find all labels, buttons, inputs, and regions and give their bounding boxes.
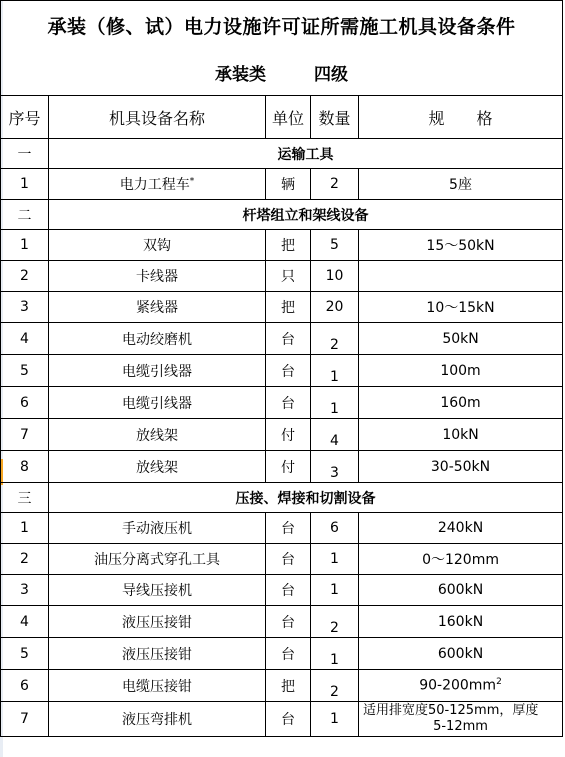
row-unit[interactable]: 辆 [266,169,311,200]
row-name[interactable]: 电缆引线器 [49,387,266,419]
row-name[interactable]: 电动绞磨机 [49,323,266,355]
row-qty[interactable]: 3 [311,451,359,483]
row-spec[interactable]: 100m [359,355,563,387]
table-row [1,670,563,702]
row-unit[interactable]: 只 [266,261,311,292]
row-spec[interactable]: 10kN [359,419,563,451]
row-name[interactable]: 卡线器 [49,261,266,292]
row-unit[interactable]: 台 [266,323,311,355]
row-no[interactable]: 4 [1,323,49,355]
row-unit[interactable]: 把 [266,292,311,323]
row-unit[interactable]: 台 [266,387,311,419]
table-row [1,606,563,638]
row-spec[interactable] [359,670,563,702]
table-row [1,702,563,737]
table-row [1,419,563,451]
header-no[interactable]: 序号 [1,96,49,139]
row-qty[interactable]: 1 [311,638,359,670]
row-no[interactable]: 8 [1,451,49,483]
row-unit[interactable]: 台 [266,544,311,575]
row-no[interactable]: 3 [1,292,49,323]
license-category: 承装类 [215,65,267,85]
table-row [1,544,563,575]
section-row [1,139,563,169]
row-name[interactable]: 导线压接机 [49,575,266,606]
row-unit[interactable]: 台 [266,638,311,670]
row-qty[interactable]: 4 [311,419,359,451]
row-name[interactable] [49,169,266,200]
row-qty[interactable]: 20 [311,292,359,323]
section-title[interactable]: 杆塔组立和架线设备 [49,200,563,230]
section-no[interactable]: 三 [1,483,49,513]
table-row [1,513,563,544]
row-unit[interactable]: 台 [266,606,311,638]
row-no[interactable]: 3 [1,575,49,606]
table-row [1,169,563,200]
row-qty[interactable]: 2 [311,670,359,702]
row-qty[interactable]: 1 [311,702,359,737]
row-no[interactable]: 7 [1,702,49,737]
header-spec[interactable]: 规 格 [359,96,563,139]
row-unit[interactable]: 台 [266,513,311,544]
row-qty[interactable]: 10 [311,261,359,292]
row-spec[interactable] [359,261,563,292]
row-spec[interactable]: 5座 [359,169,563,200]
row-spec[interactable]: 0～120mm [359,544,563,575]
row-unit[interactable]: 台 [266,355,311,387]
row-spec[interactable]: 10～15kN [359,292,563,323]
row-qty[interactable]: 6 [311,513,359,544]
row-spec[interactable]: 50kN [359,323,563,355]
row-no[interactable]: 1 [1,169,49,200]
table-row [1,387,563,419]
row-qty[interactable]: 1 [311,387,359,419]
row-spec[interactable]: 600kN [359,575,563,606]
header-name[interactable]: 机具设备名称 [49,96,266,139]
row-name[interactable]: 液压弯排机 [49,702,266,737]
row-name[interactable]: 手动液压机 [49,513,266,544]
row-no[interactable]: 1 [1,513,49,544]
row-name-text: 电力工程车 [119,177,190,193]
table-row [1,638,563,670]
header-qty[interactable]: 数量 [311,96,359,139]
table-row [1,230,563,261]
document-title[interactable]: 承装（修、试）电力设施许可证所需施工机具设备条件 [1,1,563,51]
row-name[interactable]: 液压压接钳 [49,606,266,638]
row-name[interactable]: 放线架 [49,451,266,483]
row-unit[interactable]: 台 [266,575,311,606]
table-row [1,261,563,292]
row-no[interactable]: 5 [1,355,49,387]
row-spec[interactable] [359,702,563,737]
row-no[interactable]: 5 [1,638,49,670]
row-unit[interactable]: 台 [266,702,311,737]
header-row [1,96,563,139]
row-no[interactable]: 6 [1,387,49,419]
row-name[interactable]: 放线架 [49,419,266,451]
row-no[interactable]: 1 [1,230,49,261]
row-spec[interactable]: 600kN [359,638,563,670]
row-qty[interactable]: 2 [311,169,359,200]
row-no[interactable]: 6 [1,670,49,702]
row-name[interactable]: 电缆压接钳 [49,670,266,702]
row-unit[interactable]: 把 [266,230,311,261]
header-unit[interactable]: 单位 [266,96,311,139]
section-no[interactable]: 一 [1,139,49,169]
license-level: 四级 [314,65,349,85]
row-unit[interactable]: 付 [266,419,311,451]
unit-superscript: 2 [496,677,502,688]
row-qty[interactable]: 5 [311,230,359,261]
row-unit[interactable]: 付 [266,451,311,483]
row-no[interactable]: 2 [1,261,49,292]
table-row [1,292,563,323]
row-spec[interactable]: 30-50kN [359,451,563,483]
row-name[interactable]: 油压分离式穿孔工具 [49,544,266,575]
row-name[interactable]: 双钩 [49,230,266,261]
row-spec[interactable]: 15～50kN [359,230,563,261]
row-spec[interactable]: 160m [359,387,563,419]
row-unit[interactable]: 把 [266,670,311,702]
row-spec[interactable]: 240kN [359,513,563,544]
subtitle-row [1,50,563,96]
spec-line-1: 适用排宽度50-125mm，厚度 [363,703,539,718]
row-qty[interactable]: 1 [311,575,359,606]
row-qty[interactable]: 2 [311,606,359,638]
table-row [1,575,563,606]
row-spec[interactable]: 160kN [359,606,563,638]
row-name[interactable]: 电缆引线器 [49,355,266,387]
title-row [1,1,563,51]
table-row [1,323,563,355]
spec-line-2: 5-12mm [433,719,488,734]
row-qty[interactable]: 1 [311,355,359,387]
section-no[interactable]: 二 [1,200,49,230]
spec-text: 90-200mm [419,677,497,694]
table-row [1,451,563,483]
section-row [1,200,563,230]
subtitle-cell[interactable] [1,50,563,96]
row-no[interactable]: 4 [1,606,49,638]
row-no[interactable]: 2 [1,544,49,575]
section-title[interactable]: 运输工具 [49,139,563,169]
row-name[interactable]: 紧线器 [49,292,266,323]
section-row [1,483,563,513]
footnote-mark: * [189,176,195,187]
section-title[interactable]: 压接、焊接和切割设备 [49,483,563,513]
row-name[interactable]: 液压压接钳 [49,638,266,670]
table-row [1,355,563,387]
row-qty[interactable]: 2 [311,323,359,355]
row-qty[interactable]: 1 [311,544,359,575]
row-no[interactable]: 7 [1,419,49,451]
